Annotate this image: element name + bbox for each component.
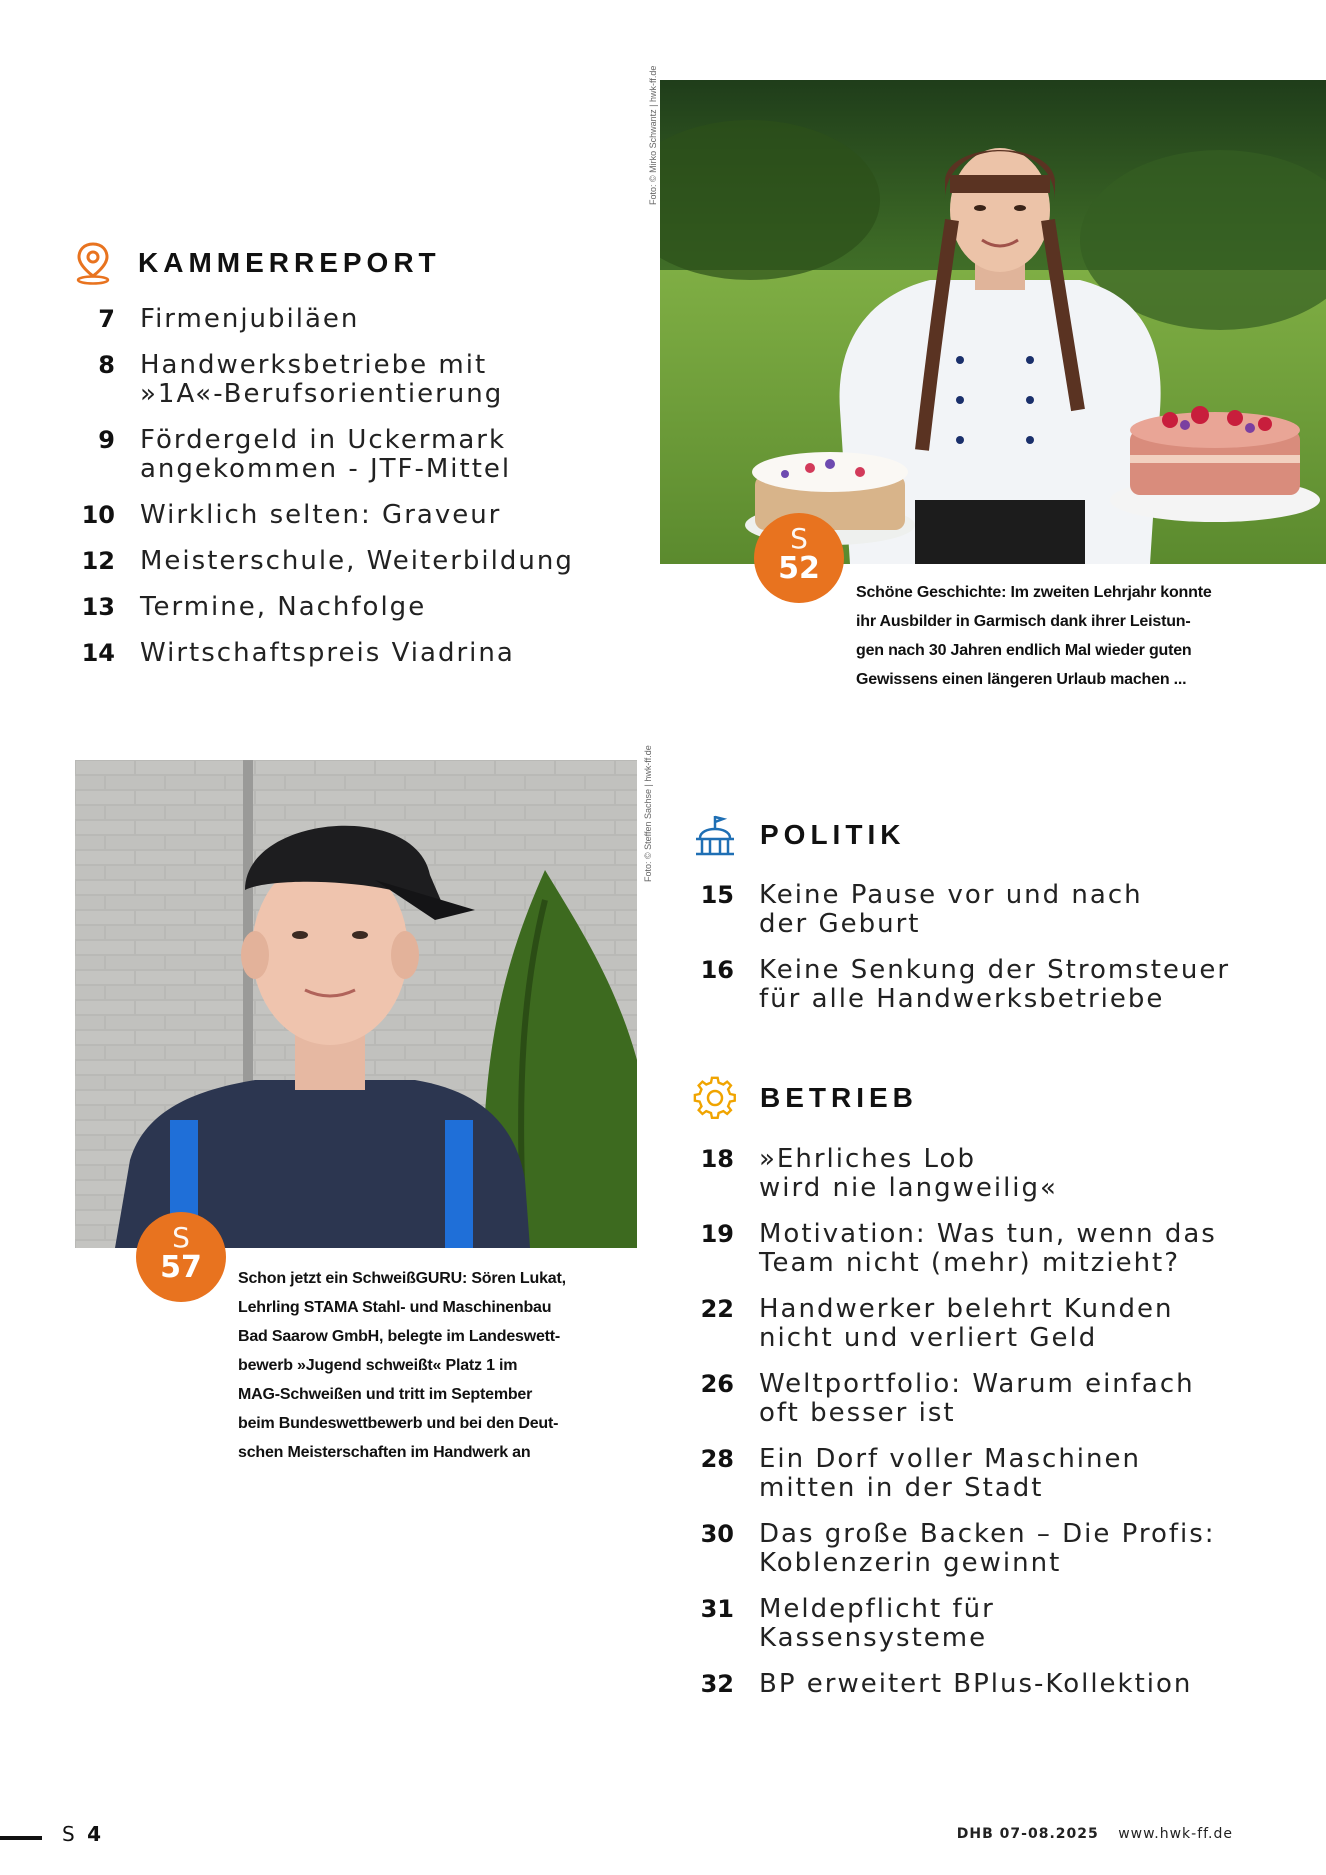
- toc-title: Meldepflicht für Kassensysteme: [759, 1594, 995, 1653]
- caption-line: schen Meisterschaften im Handwerk an: [238, 1444, 531, 1461]
- caption-line: Schon jetzt ein SchweißGURU: Sören Lukat,: [238, 1270, 566, 1287]
- footer-page-number: [62, 1822, 104, 1846]
- toc-page-number: 15: [700, 881, 734, 909]
- page-number: 4: [87, 1822, 104, 1846]
- parliament-dome-icon: [692, 812, 738, 858]
- baker-illustration: [660, 80, 1326, 564]
- toc-page-number: 32: [700, 1670, 734, 1698]
- page-prefix: S: [62, 1822, 78, 1846]
- toc-title: »Ehrliches Lob wird nie langweilig«: [759, 1144, 1058, 1203]
- feature-photo-baker: [660, 80, 1326, 564]
- toc-title: Termine, Nachfolge: [140, 592, 427, 622]
- toc-item[interactable]: [676, 1220, 1217, 1278]
- photo-credit: Foto: © Steffen Sachse | hwk-ff.de: [643, 745, 653, 882]
- badge-prefix: S: [172, 1221, 190, 1254]
- toc-kammerreport: [57, 305, 574, 685]
- toc-politik: [676, 881, 1230, 1031]
- photo-credit: Foto: © Mirko Schwantz | hwk-ff.de: [648, 65, 658, 205]
- feature-photo-welder: [75, 760, 637, 1248]
- toc-page-number: 10: [81, 501, 115, 529]
- toc-page-number: 31: [700, 1595, 734, 1623]
- caption-line: bewerb »Jugend schweißt« Platz 1 im: [238, 1357, 518, 1374]
- toc-page-number: 26: [700, 1370, 734, 1398]
- toc-page-number: 12: [81, 547, 115, 575]
- caption-welder: [238, 1264, 566, 1467]
- caption-line: Gewissens einen längeren Urlaub machen ...: [856, 671, 1187, 688]
- badge-page-number: 52: [778, 551, 820, 586]
- page-badge-57[interactable]: [136, 1212, 226, 1302]
- location-pin-icon: [70, 240, 116, 286]
- toc-page-number: 9: [98, 426, 115, 454]
- issue-label: DHB 07-08.2025: [956, 1826, 1099, 1842]
- section-title-politik: POLITIK: [760, 819, 906, 850]
- caption-line: MAG-Schweißen und tritt im September: [238, 1386, 533, 1403]
- toc-item[interactable]: [676, 1670, 1217, 1699]
- toc-item[interactable]: [676, 1370, 1217, 1428]
- toc-betrieb: [676, 1145, 1217, 1716]
- caption-line: beim Bundeswettbewerb und bei den Deut-: [238, 1415, 559, 1432]
- caption-line: Schöne Geschichte: Im zweiten Lehrjahr konnte: [856, 584, 1212, 601]
- caption-line: ihr Ausbilder in Garmisch dank ihrer Leistun-: [856, 613, 1191, 630]
- toc-page-number: 18: [700, 1145, 734, 1173]
- toc-page-number: 22: [700, 1295, 734, 1323]
- badge-page-number: 57: [160, 1250, 202, 1285]
- toc-item[interactable]: [57, 593, 574, 622]
- toc-title: Wirtschaftspreis Viadrina: [140, 638, 515, 668]
- toc-item[interactable]: [676, 1595, 1217, 1653]
- toc-page-number: 14: [81, 639, 115, 667]
- footer-meta: [957, 1826, 1233, 1842]
- toc-title: Meisterschule, Weiterbildung: [140, 546, 574, 576]
- toc-page-number: 16: [700, 956, 734, 984]
- toc-item[interactable]: [57, 501, 574, 530]
- section-title-betrieb: BETRIEB: [760, 1082, 918, 1113]
- toc-title: Fördergeld in Uckermark angekommen - JTF-Mittel: [140, 425, 512, 484]
- toc-item[interactable]: [57, 351, 574, 409]
- toc-title: Handwerksbetriebe mit »1A«-Berufsorientierung: [140, 350, 504, 409]
- caption-line: gen nach 30 Jahren endlich Mal wieder guten: [856, 642, 1192, 659]
- kammerreport-header: [70, 240, 441, 286]
- toc-page-number: 13: [81, 593, 115, 621]
- website-link[interactable]: www.hwk-ff.de: [1118, 1826, 1233, 1842]
- toc-title: Keine Senkung der Stromsteuer für alle Handwerksbetriebe: [759, 955, 1231, 1014]
- badge-prefix: S: [790, 522, 808, 555]
- toc-item[interactable]: [57, 305, 574, 334]
- toc-title: Handwerker belehrt Kunden nicht und verliert Geld: [759, 1294, 1174, 1353]
- toc-item[interactable]: [676, 1145, 1217, 1203]
- gear-icon: [692, 1075, 738, 1121]
- toc-page-number: 8: [98, 351, 115, 379]
- toc-title: Keine Pause vor und nach der Geburt: [759, 880, 1143, 939]
- toc-title: Wirklich selten: Graveur: [140, 500, 502, 530]
- toc-page-number: 7: [98, 305, 115, 333]
- toc-page-number: 28: [700, 1445, 734, 1473]
- caption-line: Bad Saarow GmbH, belegte im Landeswett-: [238, 1328, 561, 1345]
- betrieb-header: [692, 1075, 918, 1121]
- welder-illustration: [75, 760, 637, 1248]
- footer-rule: [0, 1836, 42, 1840]
- toc-title: Ein Dorf voller Maschinen mitten in der Stadt: [759, 1444, 1141, 1503]
- toc-title: Das große Backen – Die Profis: Koblenzerin gewinnt: [759, 1519, 1216, 1578]
- politik-header: [692, 812, 905, 858]
- page-badge-52[interactable]: [754, 513, 844, 603]
- toc-item[interactable]: [57, 426, 574, 484]
- toc-page-number: 30: [700, 1520, 734, 1548]
- toc-item[interactable]: [676, 1445, 1217, 1503]
- caption-line: Lehrling STAMA Stahl- und Maschinenbau: [238, 1299, 552, 1316]
- toc-item[interactable]: [57, 547, 574, 576]
- toc-item[interactable]: [57, 639, 574, 668]
- caption-baker: [856, 578, 1212, 694]
- section-title-kammerreport: KAMMERREPORT: [138, 247, 441, 278]
- toc-title: Motivation: Was tun, wenn das Team nicht (mehr) mitzieht?: [759, 1219, 1217, 1278]
- toc-item[interactable]: [676, 1520, 1217, 1578]
- toc-title: Firmenjubiläen: [140, 304, 360, 334]
- toc-title: BP erweitert BPlus-Kollektion: [759, 1669, 1193, 1699]
- toc-page-number: 19: [700, 1220, 734, 1248]
- toc-item[interactable]: [676, 956, 1230, 1014]
- toc-item[interactable]: [676, 1295, 1217, 1353]
- toc-item[interactable]: [676, 881, 1230, 939]
- toc-title: Weltportfolio: Warum einfach oft besser ist: [759, 1369, 1195, 1428]
